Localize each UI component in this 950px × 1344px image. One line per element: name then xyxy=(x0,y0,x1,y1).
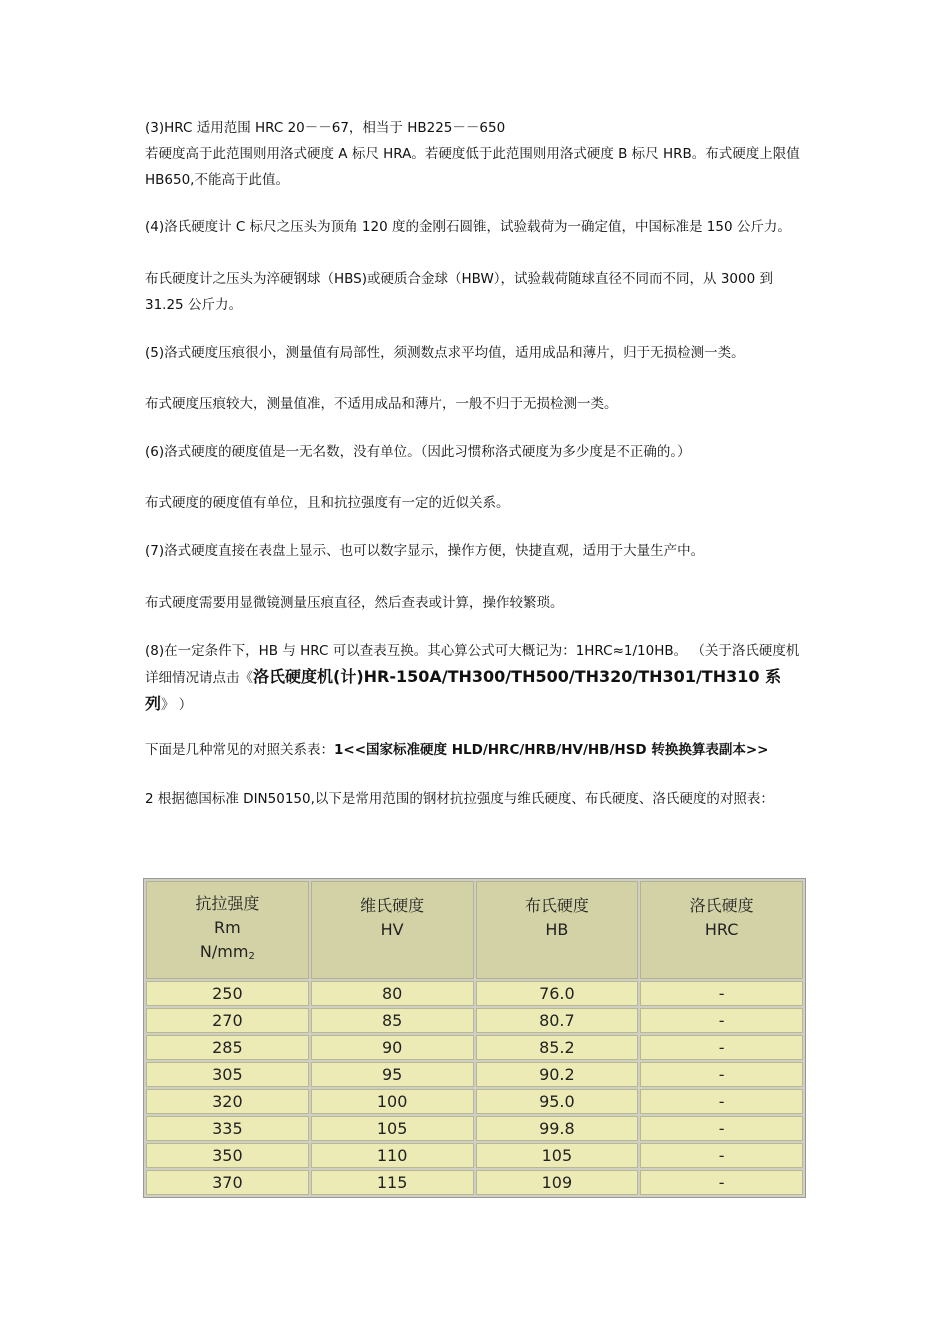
table-row xyxy=(146,1089,803,1114)
cell-hv: 90 xyxy=(311,1035,474,1060)
series-link[interactable]: 洛氏硬度机(计)HR-150A/TH300/TH500/TH320/TH301/TH310 系列 xyxy=(145,667,782,713)
paragraph-10: 2 根据德国标准 DIN50150,以下是常用范围的钢材抗拉强度与维氏硬度、布氏硬度、洛氏硬度的对照表： xyxy=(145,791,774,807)
paragraph-4: (4)洛氏硬度计 C 标尺之压头为顶角 120 度的金刚石圆锥，试验载荷为一确定值，中国标准是 150 公斤力。 xyxy=(145,219,791,235)
cell-rm: 285 xyxy=(146,1035,309,1060)
cell-rm: 270 xyxy=(146,1008,309,1033)
paragraph-8-tail: 》 ） xyxy=(161,697,193,713)
header-hv-line1: 维氏硬度 xyxy=(360,896,425,915)
cell-hb: 90.2 xyxy=(476,1062,639,1087)
header-hv-line2: HV xyxy=(380,920,404,939)
cell-hv: 100 xyxy=(311,1089,474,1114)
paragraph-7b: 布式硬度需要用显微镜测量压痕直径，然后查表或计算，操作较繁琐。 xyxy=(145,595,564,611)
cell-hrc: - xyxy=(640,1035,803,1060)
cell-hb: 85.2 xyxy=(476,1035,639,1060)
header-hv xyxy=(311,881,474,979)
cell-hv: 105 xyxy=(311,1116,474,1141)
paragraph-4b: 布氏硬度计之压头为淬硬钢球（HBS)或硬质合金球（HBW），试验载荷随球直径不同而不同，从 3000 到 31.25 公斤力。 xyxy=(145,271,773,313)
cell-hb: 76.0 xyxy=(476,981,639,1006)
cell-hrc: - xyxy=(640,1062,803,1087)
paragraph-8-text: (8)在一定条件下，HB 与 HRC 可以查表互换。其心算公式可大概记为：1HRC≈1/10HB。 （关于洛氏硬度机详细情况请点击《 xyxy=(145,643,800,686)
cell-hv: 85 xyxy=(311,1008,474,1033)
paragraph-3-line2: 若硬度高于此范围则用洛式硬度 A 标尺 HRA。若硬度低于此范围则用洛式硬度 B 标尺 HRB。布式硬度上限值 HB650,不能高于此值。 xyxy=(145,146,800,188)
header-rm-unit: N/mm xyxy=(199,941,249,961)
table-row xyxy=(146,981,803,1006)
table-row xyxy=(146,1116,803,1141)
cell-hrc: - xyxy=(640,1008,803,1033)
cell-hb: 80.7 xyxy=(476,1008,639,1033)
header-hb xyxy=(476,881,639,979)
paragraph-8 xyxy=(145,638,810,718)
table-row xyxy=(146,1008,803,1033)
cell-hrc: - xyxy=(640,1089,803,1114)
cell-rm: 305 xyxy=(146,1062,309,1087)
paragraph-6: (6)洛式硬度的硬度值是一无名数，没有单位。（因此习惯称洛式硬度为多少度是不正确的。） xyxy=(145,444,691,460)
cell-hv: 110 xyxy=(311,1143,474,1168)
table-row xyxy=(146,1062,803,1087)
cell-hv: 95 xyxy=(311,1062,474,1087)
header-hb-line1: 布氏硬度 xyxy=(524,896,589,915)
conversion-table-link[interactable]: 1<<国家标准硬度 HLD/HRC/HRB/HV/HB/HSD 转换换算表副本>> xyxy=(334,742,769,758)
cell-rm: 250 xyxy=(146,981,309,1006)
paragraph-5: (5)洛式硬度压痕很小，测量值有局部性，须测数点求平均值，适用成品和薄片，归于无损检测一类。 xyxy=(145,345,745,361)
paragraph-9 xyxy=(145,737,810,763)
header-rm-line1: 抗拉强度 xyxy=(195,893,260,913)
cell-rm: 350 xyxy=(146,1143,309,1168)
header-hrc-line1: 洛氏硬度 xyxy=(689,896,754,915)
paragraph-3-line1: (3)HRC 适用范围 HRC 20－－67，相当于 HB225－－650 xyxy=(145,120,506,136)
paragraph-3 xyxy=(145,115,810,193)
paragraph-7: (7)洛式硬度直接在表盘上显示、也可以数字显示，操作方便，快捷直观，适用于大量生产中。 xyxy=(145,543,705,559)
cell-rm: 370 xyxy=(146,1170,309,1195)
cell-hb: 105 xyxy=(476,1143,639,1168)
header-rm-unit-sub: 2 xyxy=(248,950,255,962)
hardness-table xyxy=(143,878,806,1198)
paragraph-9-text: 下面是几种常见的对照关系表： xyxy=(145,742,334,758)
header-hb-line2: HB xyxy=(545,920,569,939)
cell-hrc: - xyxy=(640,1170,803,1195)
header-hrc-line2: HRC xyxy=(704,920,739,939)
cell-hrc: - xyxy=(640,1116,803,1141)
paragraph-6b: 布式硬度的硬度值有单位，且和抗拉强度有一定的近似关系。 xyxy=(145,495,510,511)
header-rm xyxy=(146,881,309,979)
cell-hv: 115 xyxy=(311,1170,474,1195)
header-hrc xyxy=(640,881,803,979)
table-row xyxy=(146,1170,803,1195)
cell-hv: 80 xyxy=(311,981,474,1006)
table-header-row xyxy=(146,881,803,979)
cell-hb: 95.0 xyxy=(476,1089,639,1114)
cell-hrc: - xyxy=(640,981,803,1006)
cell-rm: 320 xyxy=(146,1089,309,1114)
cell-hb: 99.8 xyxy=(476,1116,639,1141)
header-rm-line2: Rm xyxy=(214,917,241,937)
cell-hb: 109 xyxy=(476,1170,639,1195)
table-row xyxy=(146,1143,803,1168)
paragraph-5b: 布式硬度压痕较大，测量值准，不适用成品和薄片，一般不归于无损检测一类。 xyxy=(145,396,618,412)
table-row xyxy=(146,1035,803,1060)
header-rm-line3 xyxy=(147,940,308,969)
cell-rm: 335 xyxy=(146,1116,309,1141)
cell-hrc: - xyxy=(640,1143,803,1168)
